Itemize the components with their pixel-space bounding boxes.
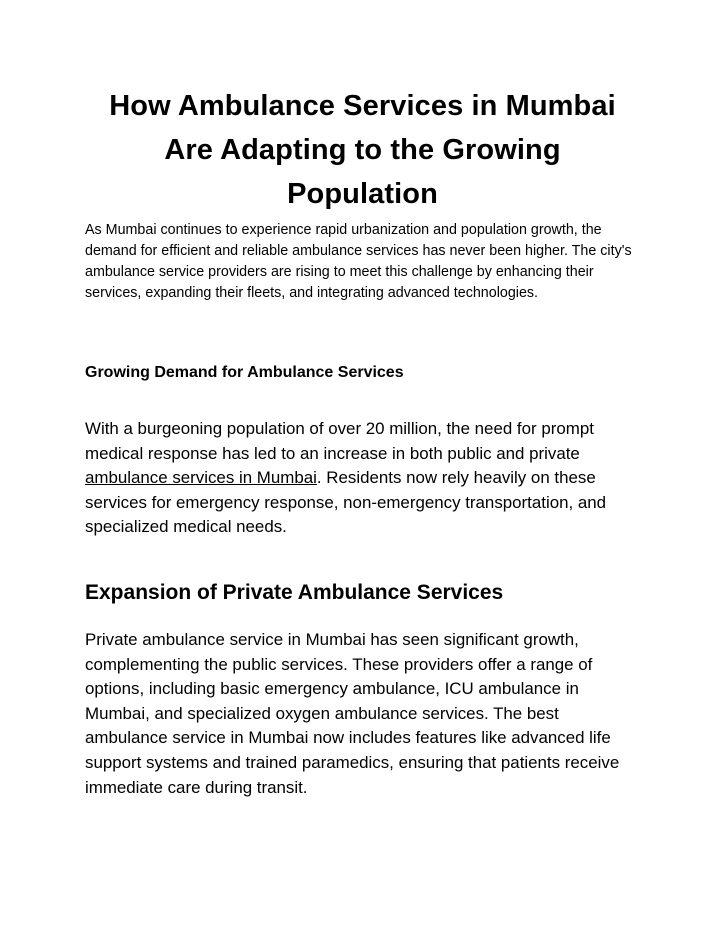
section-heading-growing-demand: Growing Demand for Ambulance Services [85,364,404,381]
growing-demand-paragraph [85,417,640,540]
ambulance-services-link[interactable]: ambulance services in Mumbai [85,468,317,488]
intro-paragraph: As Mumbai continues to experience rapid urbanization and population growth, the demand for efficient and reliable ambulance services has never been higher. The city's ambulance service providers are rising to meet this challenge by enhancing their services, expanding their fleets, and integrating advanced technologies. [85,222,632,301]
section-heading-private-expansion: Expansion of Private Ambulance Services [85,580,504,604]
paragraph-text-end: . Residents now rely heavily on these services for emergency response, non-emergency transportation, and specialized medical needs. [85,468,607,537]
private-expansion-paragraph: Private ambulance service in Mumbai has seen significant growth, complementing the public services. These providers offer a range of options, including basic emergency ambulance, ICU ambulance in Mumbai, and specialized oxygen ambulance services. The best ambulance service in Mumbai now includes features like advanced life support systems and trained paramedics, ensuring that patients receive immediate care during transit. [85,629,620,797]
document-page [85,84,640,800]
article-title: How Ambulance Services in Mumbai Are Adapting to the Growing Population [109,90,616,210]
paragraph-text-start: With a burgeoning population of over 20 million, the need for prompt medical response has led to an increase in both public and private [85,419,594,463]
